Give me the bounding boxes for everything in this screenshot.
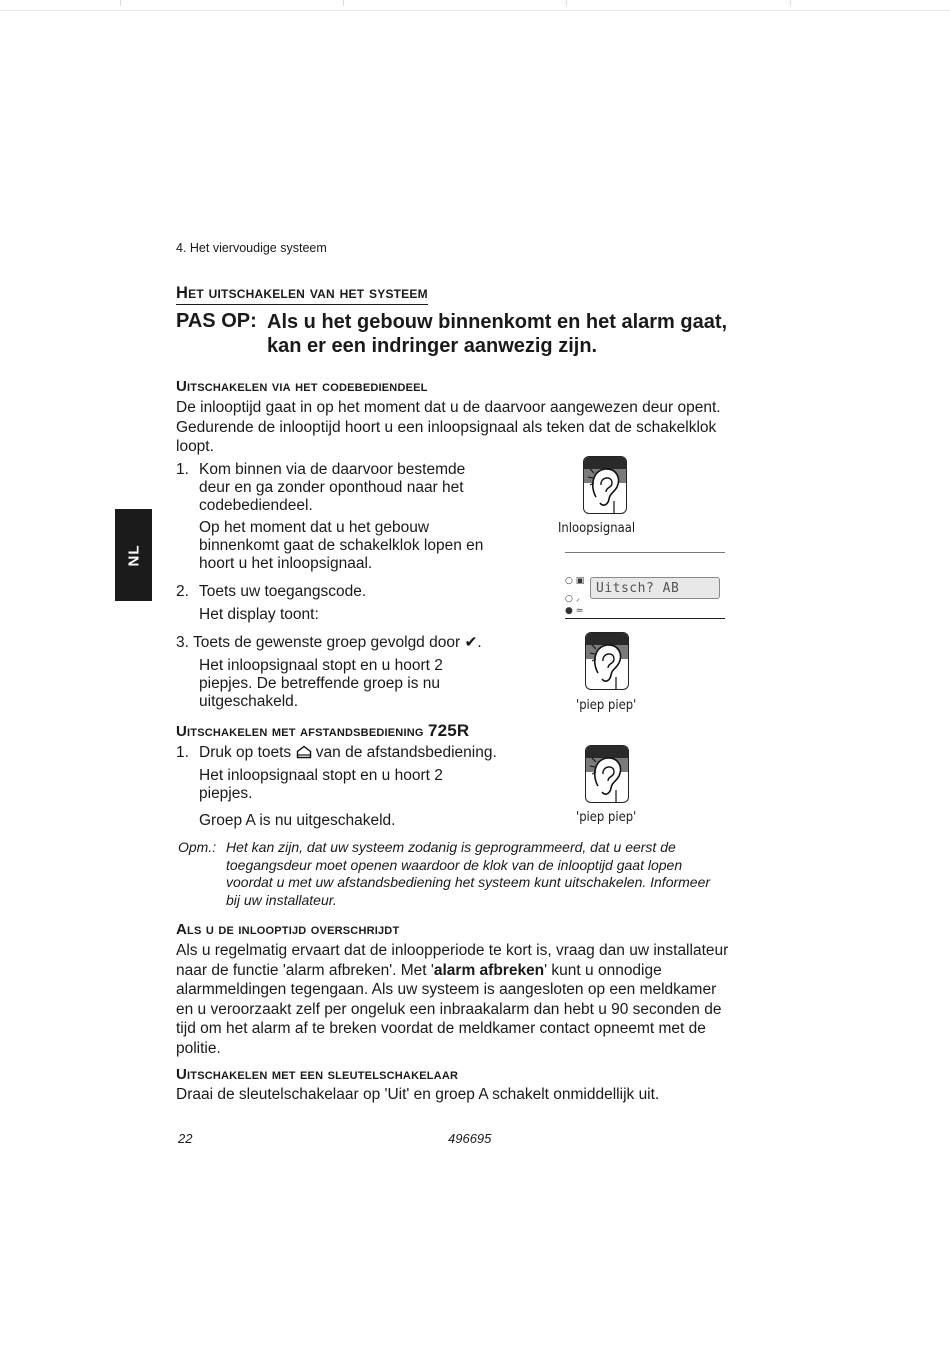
status-led-icon: ○ ▣ bbox=[565, 576, 585, 586]
step-detail: Het display toont: bbox=[199, 606, 319, 623]
step-text-start: Druk op toets bbox=[199, 744, 296, 761]
sleutel-paragraph: Draai de sleutelschakelaar op 'Uit' en groep A schakelt onmiddellijk uit. bbox=[176, 1086, 660, 1103]
note-text: Het kan zijn, dat uw systeem zodanig is geprogrammeerd, dat u eerst de toegangsdeur moet openen waardoor de klok van de inlooptijd gaat lopen voordat u met uw afstandsbediening het systeem kunt uitschakelen. Informeer bij uw installateur. bbox=[226, 839, 711, 908]
paragraph-text: ' kunt u onnodige alarmmeldingen tegengaan. Als uw systeem is aangesloten op een meldkamer en u veroorzaakt zelf per ongeluk een inbraakalarm dan hebt u 90 seconden de tijd om het alarm af te breken voordat de meldkamer contact opneemt met de politie. bbox=[176, 961, 722, 1057]
ear-icon bbox=[585, 632, 629, 690]
step-text: Toets de gewenste groep gevolgd door ✔. bbox=[193, 634, 482, 651]
paragraph-emphasis: alarm afbreken bbox=[433, 961, 545, 979]
step-number: 3. bbox=[176, 634, 189, 651]
remote-model: 725R bbox=[427, 721, 470, 740]
step-number: 1. bbox=[176, 461, 189, 478]
note-label: Opm.: bbox=[178, 839, 217, 855]
figure-caption: 'piep piep' bbox=[576, 809, 637, 825]
step-text bbox=[199, 744, 539, 764]
intro-paragraph: De inlooptijd gaat in op het moment dat u de daarvoor aangewezen deur opent. Gedurende de inlooptijd hoort u een inloopsignaal als teken dat de schakelklok loopt. bbox=[176, 399, 721, 455]
top-margin-line bbox=[0, 10, 950, 11]
page-number: 22 bbox=[178, 1131, 193, 1146]
home-icon bbox=[296, 745, 312, 764]
language-tab-label: NL bbox=[125, 544, 142, 566]
warning-text: Als u het gebouw binnenkomt en het alarm gaat, kan er een indringer aanwezig zijn. bbox=[267, 311, 728, 357]
section-heading-afstandsbediening bbox=[176, 722, 469, 741]
section-heading-codebediendeel: Uitschakelen via het codebediendeel bbox=[176, 378, 428, 395]
warning-label: PAS OP: bbox=[176, 310, 257, 332]
step-detail: Op het moment dat u het gebouw binnenkomt gaat de schakelklok lopen en hoort u het inloopsignaal. bbox=[199, 519, 484, 572]
tool-led-icon: ○ ⸝ bbox=[565, 594, 581, 604]
margin-tick bbox=[343, 0, 344, 6]
step-number: 1. bbox=[176, 744, 189, 761]
step-text-end: van de afstandsbediening. bbox=[311, 744, 497, 761]
keypad-display: Uitsch? AB bbox=[590, 577, 720, 599]
figure-caption: 'piep piep' bbox=[576, 697, 637, 713]
display-top-rule bbox=[565, 552, 725, 553]
chapter-title: 4. Het viervoudige systeem bbox=[176, 241, 327, 255]
step-number: 2. bbox=[176, 583, 189, 600]
margin-tick bbox=[566, 0, 567, 6]
step-detail: Het inloopsignaal stopt en u hoort 2 piepjes. De betreffende groep is nu uitgeschakeld. bbox=[199, 657, 443, 710]
document-number: 496695 bbox=[448, 1131, 492, 1146]
step-text: Kom binnen via de daarvoor bestemde deur en ga zonder oponthoud naar het codebediendeel. bbox=[199, 461, 466, 514]
section-heading-sleutelschakelaar: Uitschakelen met een sleutelschakelaar bbox=[176, 1066, 459, 1083]
step-result: Groep A is nu uitgeschakeld. bbox=[199, 812, 396, 829]
step-text: Toets uw toegangscode. bbox=[199, 583, 367, 600]
section-heading-main: Het uitschakelen van het systeem bbox=[176, 283, 428, 305]
section-heading-text: Uitschakelen met afstandsbediening bbox=[176, 723, 428, 740]
inlooptijd-paragraph bbox=[176, 941, 732, 1058]
ear-icon bbox=[583, 456, 627, 514]
step-detail: Het inloopsignaal stopt en u hoort 2 piepjes. bbox=[199, 767, 443, 802]
display-bottom-rule bbox=[565, 618, 725, 619]
mains-led-icon: ● ≃ bbox=[565, 606, 584, 616]
language-tab bbox=[115, 509, 152, 601]
section-heading-inlooptijd: Als u de inlooptijd overschrijdt bbox=[176, 921, 400, 938]
figure-caption: Inloopsignaal bbox=[558, 520, 636, 536]
margin-tick bbox=[120, 0, 121, 6]
margin-tick bbox=[790, 0, 791, 6]
ear-icon bbox=[585, 745, 629, 803]
paragraph-text: Als u regelmatig ervaart dat de inloopperiode te kort is, vraag dan uw installateur naar de functie 'alarm afbreken'. Met ' bbox=[176, 942, 729, 979]
